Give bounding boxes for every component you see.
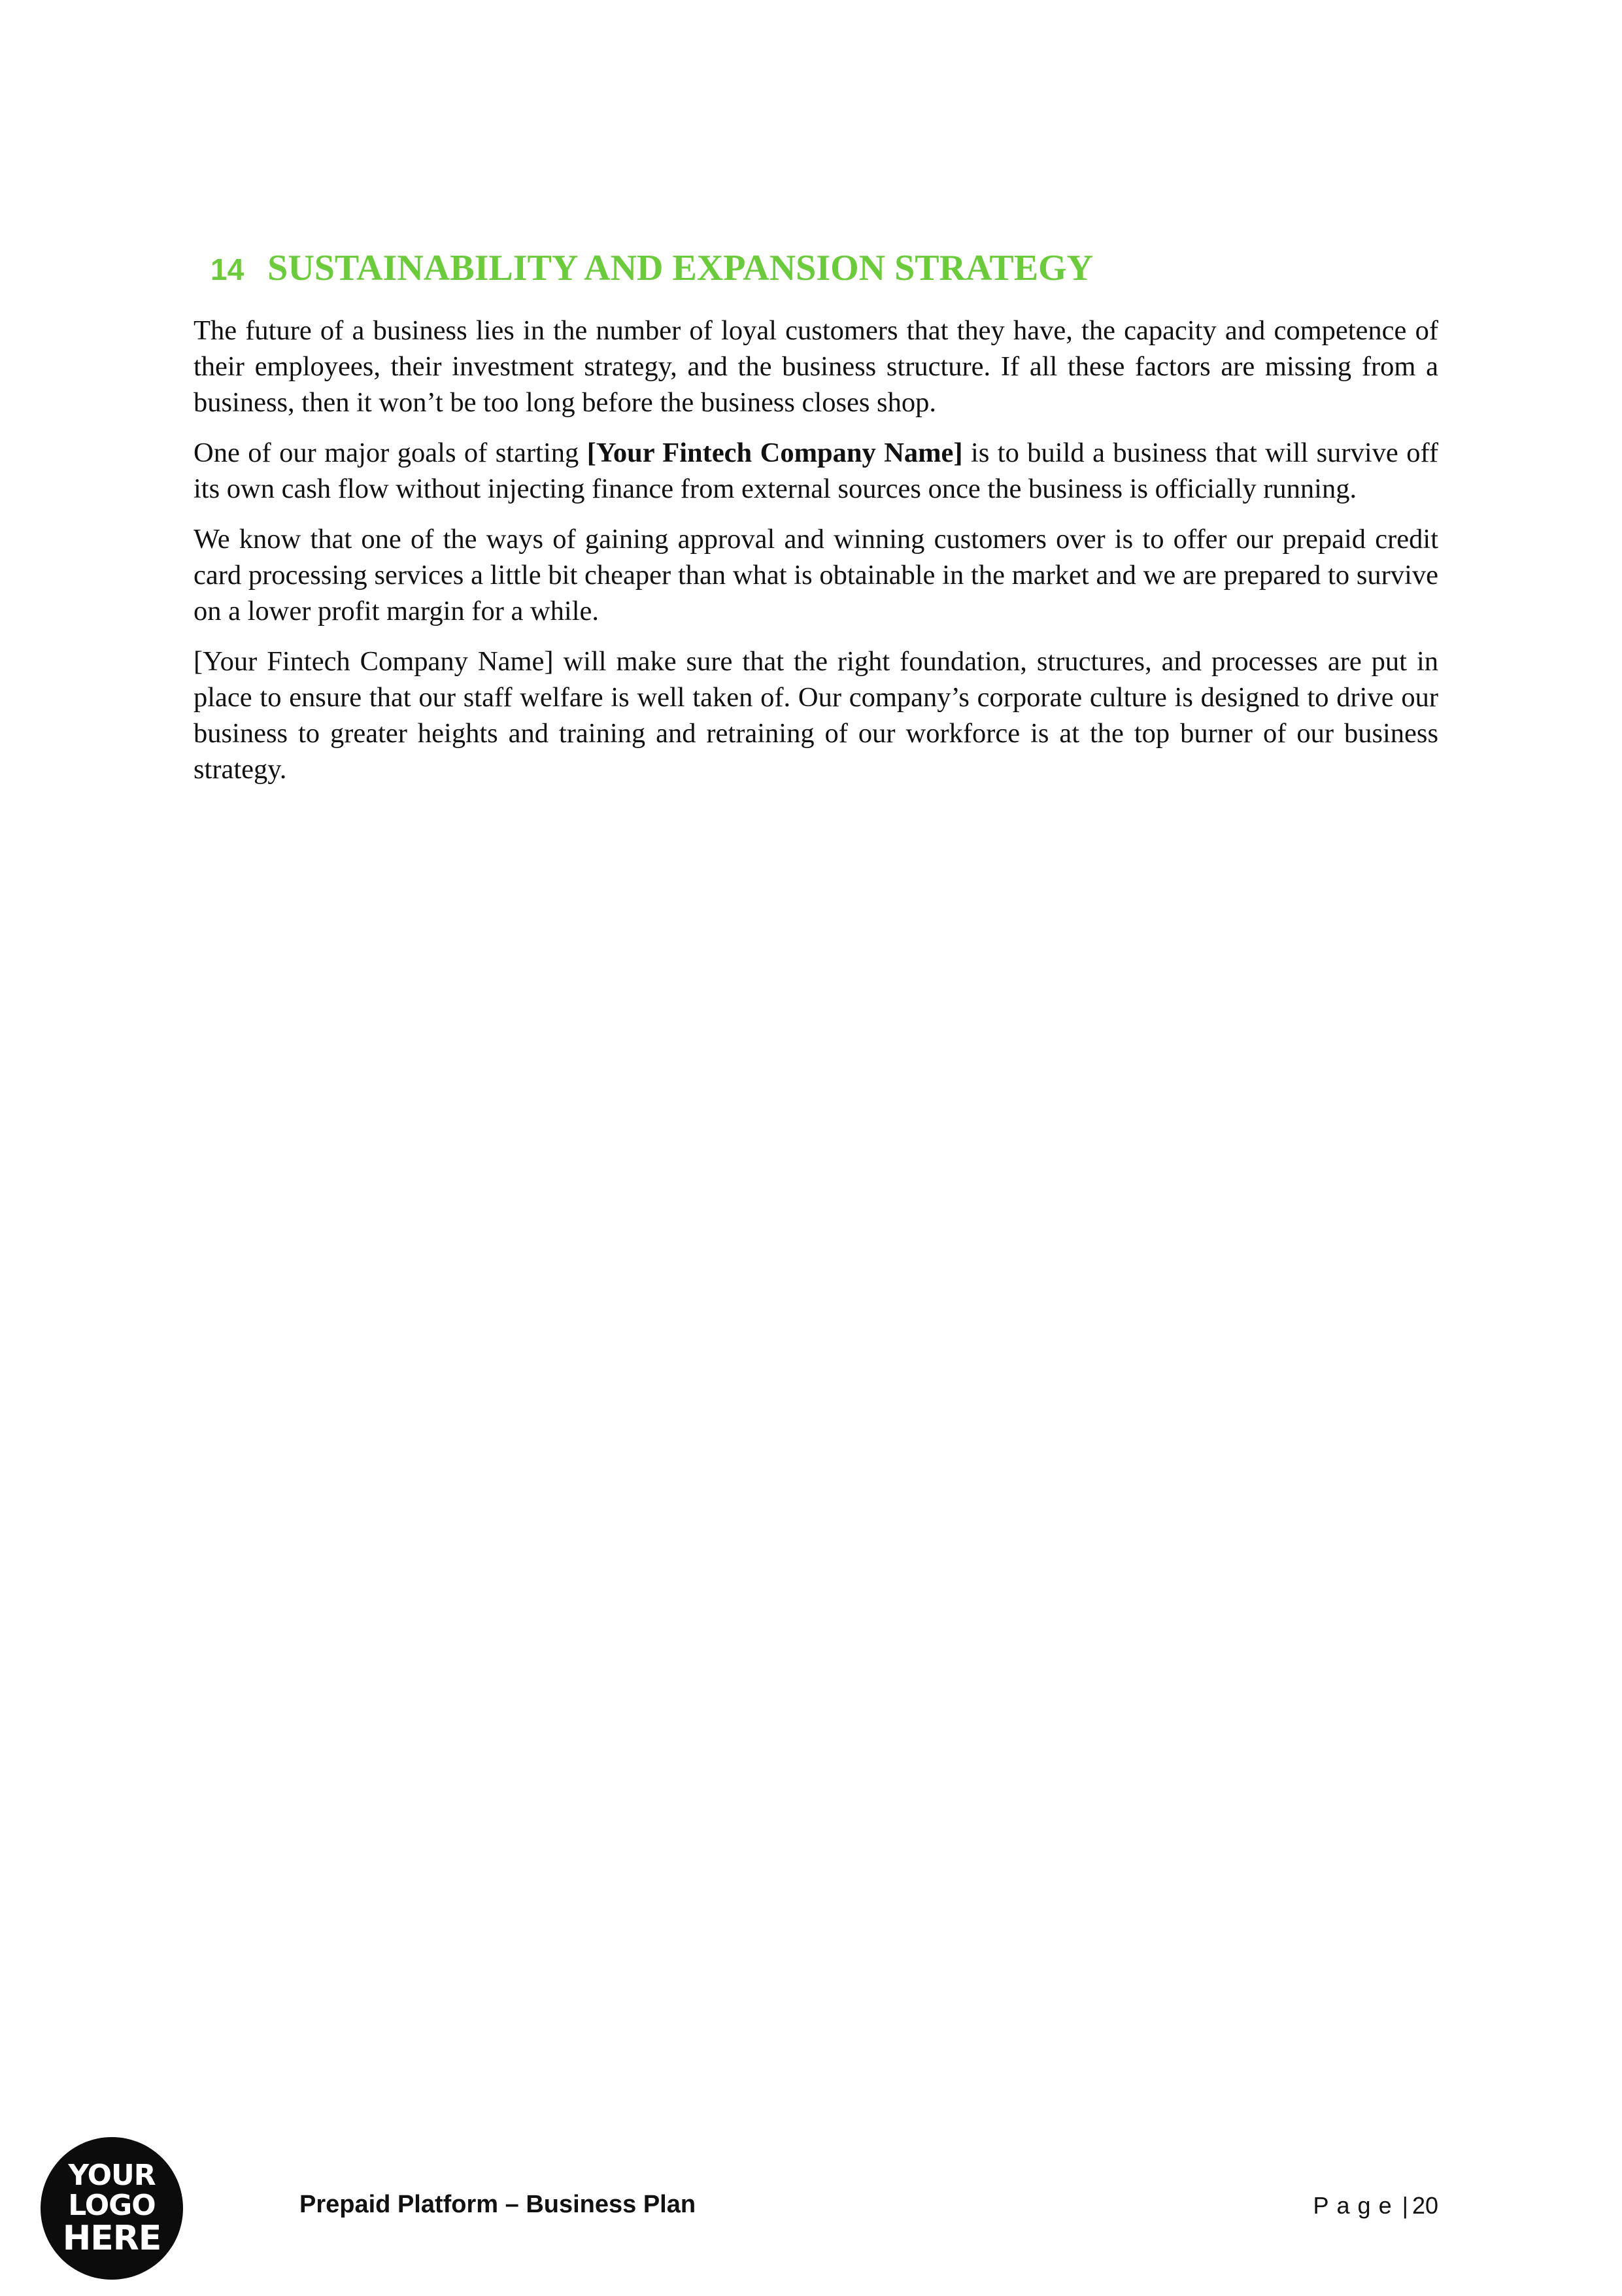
- footer-document-title: Prepaid Platform – Business Plan: [299, 2191, 696, 2218]
- paragraph-major-goals-intro: One of our major goals of starting: [194, 437, 587, 468]
- paragraph-future-of-business: The future of a business lies in the number of loyal customers that they have, the capacity and competence of their employees, their investment strategy, and the business structure. If all these factors are missing from a business, then it won’t be too long before the business closes shop.: [194, 315, 1438, 418]
- paragraph-staff-welfare: [Your Fintech Company Name] will make sure that the right foundation, structures, and processes are put in place to ensure that our staff welfare is well taken of. Our company’s corporate culture is designed to drive our business to greater heights and training and retraining of our workforce is at the top burner of our business strategy.: [194, 646, 1438, 785]
- section-heading: [211, 247, 1453, 300]
- footer-page-number: [1313, 2192, 1438, 2219]
- paragraph-pricing-strategy: We know that one of the ways of gaining approval and winning customers over is to offer our prepaid credit card processing services a little bit cheaper than what is obtainable in the market and we are prepared to survive on a lower profit margin for a while.: [194, 524, 1438, 626]
- page-separator: |: [1402, 2192, 1408, 2219]
- paragraph-major-goals-rest: is to build a business that will survive off its own cash flow without injecting finance from external sources once the business is officially running.: [194, 437, 1438, 504]
- section-number: 14: [211, 252, 245, 286]
- logo-text-your: YOUR: [68, 2159, 156, 2192]
- logo-text-here: HERE: [62, 2219, 161, 2258]
- company-name-placeholder: [Your Fintech Company Name]: [586, 437, 963, 468]
- paragraph-major-goals: [194, 435, 1438, 507]
- section-body: [194, 313, 1438, 802]
- page-number: 20: [1411, 2192, 1438, 2219]
- company-logo: [41, 2137, 183, 2280]
- page-label: Page: [1313, 2192, 1400, 2219]
- logo-text-logo: LOGO: [68, 2189, 156, 2222]
- section-title: SUSTAINABILITY AND EXPANSION STRATEGY: [267, 248, 1094, 288]
